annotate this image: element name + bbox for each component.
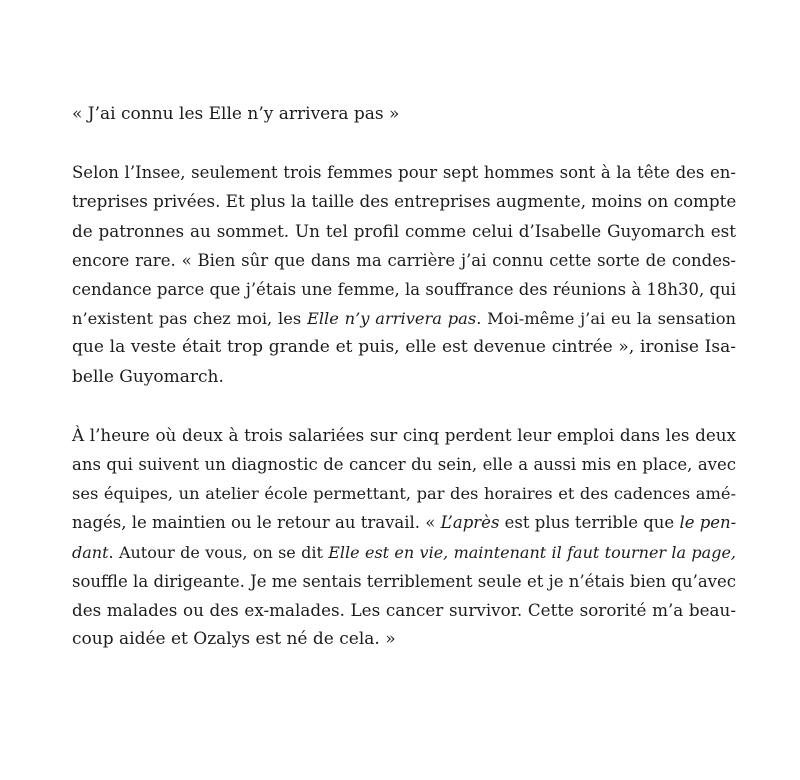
paragraph-line bbox=[72, 333, 736, 362]
paragraph-line bbox=[72, 625, 736, 654]
paragraph-line bbox=[72, 538, 736, 567]
paragraph-line bbox=[72, 450, 736, 479]
text-run: encore rare. « Bien sûr que dans ma carrière j’ai connu cette sorte de condes- bbox=[72, 250, 736, 270]
text-run: souffle la dirigeante. Je me sentais terriblement seule et je n’étais bien qu’avec bbox=[72, 571, 736, 591]
text-run: que la veste était trop grande et puis, elle est devenue cintrée », ironise Isa- bbox=[72, 337, 736, 358]
paragraph-line bbox=[72, 508, 736, 537]
text-run: de patronnes au sommet. Un tel profil comme celui d’Isabelle Guyomarch est bbox=[72, 220, 736, 241]
paragraph-line bbox=[72, 567, 736, 596]
paragraph-line bbox=[72, 158, 736, 187]
italic-text: L’après bbox=[440, 513, 500, 533]
text-run: cendance parce que j’étais une femme, la souffrance des réunions à 18h30, qui bbox=[72, 280, 736, 300]
text-run: treprises privées. Et plus la taille des entreprises augmente, moins on compte bbox=[72, 191, 737, 212]
text-run: . Autour de vous, on se dit bbox=[108, 542, 329, 562]
article-heading: « J’ai connu les Elle n’y arrivera pas » bbox=[72, 104, 400, 124]
paragraph-line bbox=[72, 363, 736, 392]
text-run: ses équipes, un atelier école permettant, par des horaires et des cadences amé- bbox=[72, 484, 736, 504]
italic-text: Elle n’y arrivera pas bbox=[306, 309, 477, 329]
paragraph-line bbox=[72, 275, 736, 304]
article bbox=[72, 100, 736, 683]
text-run: est plus terrible que bbox=[499, 513, 680, 533]
text-run: des malades ou des ex-malades. Les cancer survivor. Cette sororité m’a beau- bbox=[72, 600, 736, 621]
text-run: ans qui suivent un diagnostic de cancer du sein, elle a aussi mis en place, avec bbox=[72, 455, 736, 475]
paragraph-line bbox=[72, 421, 736, 450]
text-run: À l’heure où deux à trois salariées sur cinq perdent leur emploi dans les deux bbox=[72, 424, 736, 445]
paragraph bbox=[72, 421, 736, 655]
article-body bbox=[72, 158, 736, 654]
paragraph-line bbox=[72, 246, 736, 275]
text-run: Selon l’Insee, seulement trois femmes pour sept hommes sont à la tête des en- bbox=[72, 163, 736, 183]
text-run: coup aidée et Ozalys est né de cela. » bbox=[72, 629, 396, 650]
text-run: belle Guyomarch. bbox=[72, 366, 224, 387]
italic-text: le pen- bbox=[679, 513, 737, 533]
paragraph-line bbox=[72, 304, 736, 333]
paragraph bbox=[72, 158, 736, 392]
text-run: . Moi-même j’ai eu la sensation bbox=[476, 309, 736, 329]
paragraph-line bbox=[72, 217, 736, 246]
paragraph-line bbox=[72, 596, 736, 625]
paragraph-line bbox=[72, 479, 736, 508]
italic-text: dant bbox=[72, 542, 109, 562]
text-run: nagés, le maintien ou le retour au travail. « bbox=[72, 513, 441, 533]
text-run: n’existent pas chez moi, les bbox=[72, 309, 307, 329]
paragraph-line bbox=[72, 187, 736, 216]
italic-text: Elle est en vie, maintenant il faut tourner la page, bbox=[328, 542, 736, 562]
